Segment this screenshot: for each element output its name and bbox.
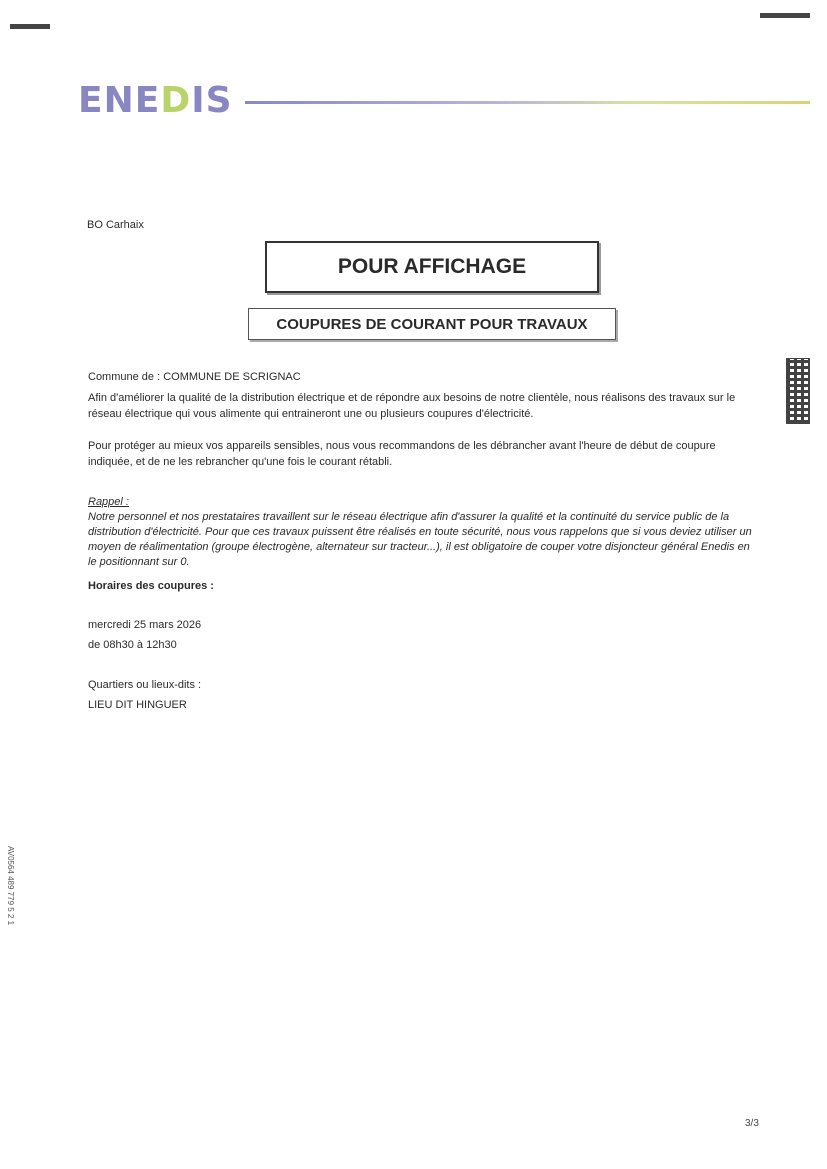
outage-date: mercredi 25 mars 2026 bbox=[88, 619, 202, 631]
header-rule bbox=[245, 101, 810, 104]
reminder-text: Notre personnel et nos prestataires travaillent sur le réseau électrique afin d'assurer la qualité et la continuité du service public de la distribution d'électricité. Pour que ces travaux puissent être réalisés en toute sécurité, nous vous rappelons que si vous deviez utiliser un moyen de réalimentation (groupe électrogène, alternateur sur tracteur...), il est obligatoire de couper votre disjoncteur général Enedis en le positionnant sur 0. bbox=[88, 511, 752, 568]
notice-subtitle: COUPURES DE COURANT POUR TRAVAUX bbox=[248, 308, 616, 340]
intro-paragraph: Afin d'améliorer la qualité de la distribution électrique et de répondre aux besoins de notre clientèle, nous réalisons des travaux sur le réseau électrique qui vous alimente qui entraineront une ou plusieurs coupures d'électricité. bbox=[88, 392, 736, 420]
datamatrix-code bbox=[786, 358, 810, 424]
scan-mark bbox=[10, 24, 50, 29]
notice-title: POUR AFFICHAGE bbox=[265, 241, 599, 293]
reminder-title: Rappel : bbox=[88, 496, 129, 508]
locations-value: LIEU DIT HINGUER bbox=[88, 699, 187, 711]
enedis-logo: ENEDIS bbox=[78, 80, 233, 121]
margin-reference: AV0564 489 779 5 2 1 bbox=[6, 846, 15, 926]
scan-mark bbox=[760, 13, 810, 18]
commune: Commune de : COMMUNE DE SCRIGNAC bbox=[88, 371, 301, 383]
reminder-section bbox=[88, 495, 758, 570]
locations-label: Quartiers ou lieux-dits : bbox=[88, 679, 202, 691]
sender: BO Carhaix bbox=[87, 219, 144, 231]
page-number: 3/3 bbox=[745, 1118, 759, 1129]
advice-paragraph: Pour protéger au mieux vos appareils sensibles, nous vous recommandons de les débrancher avant l'heure de début de coupure indiquée, et de ne les rebrancher qu'une fois le courant rétabli. bbox=[88, 440, 716, 468]
schedule-title: Horaires des coupures : bbox=[88, 580, 214, 592]
outage-time: de 08h30 à 12h30 bbox=[88, 639, 177, 651]
